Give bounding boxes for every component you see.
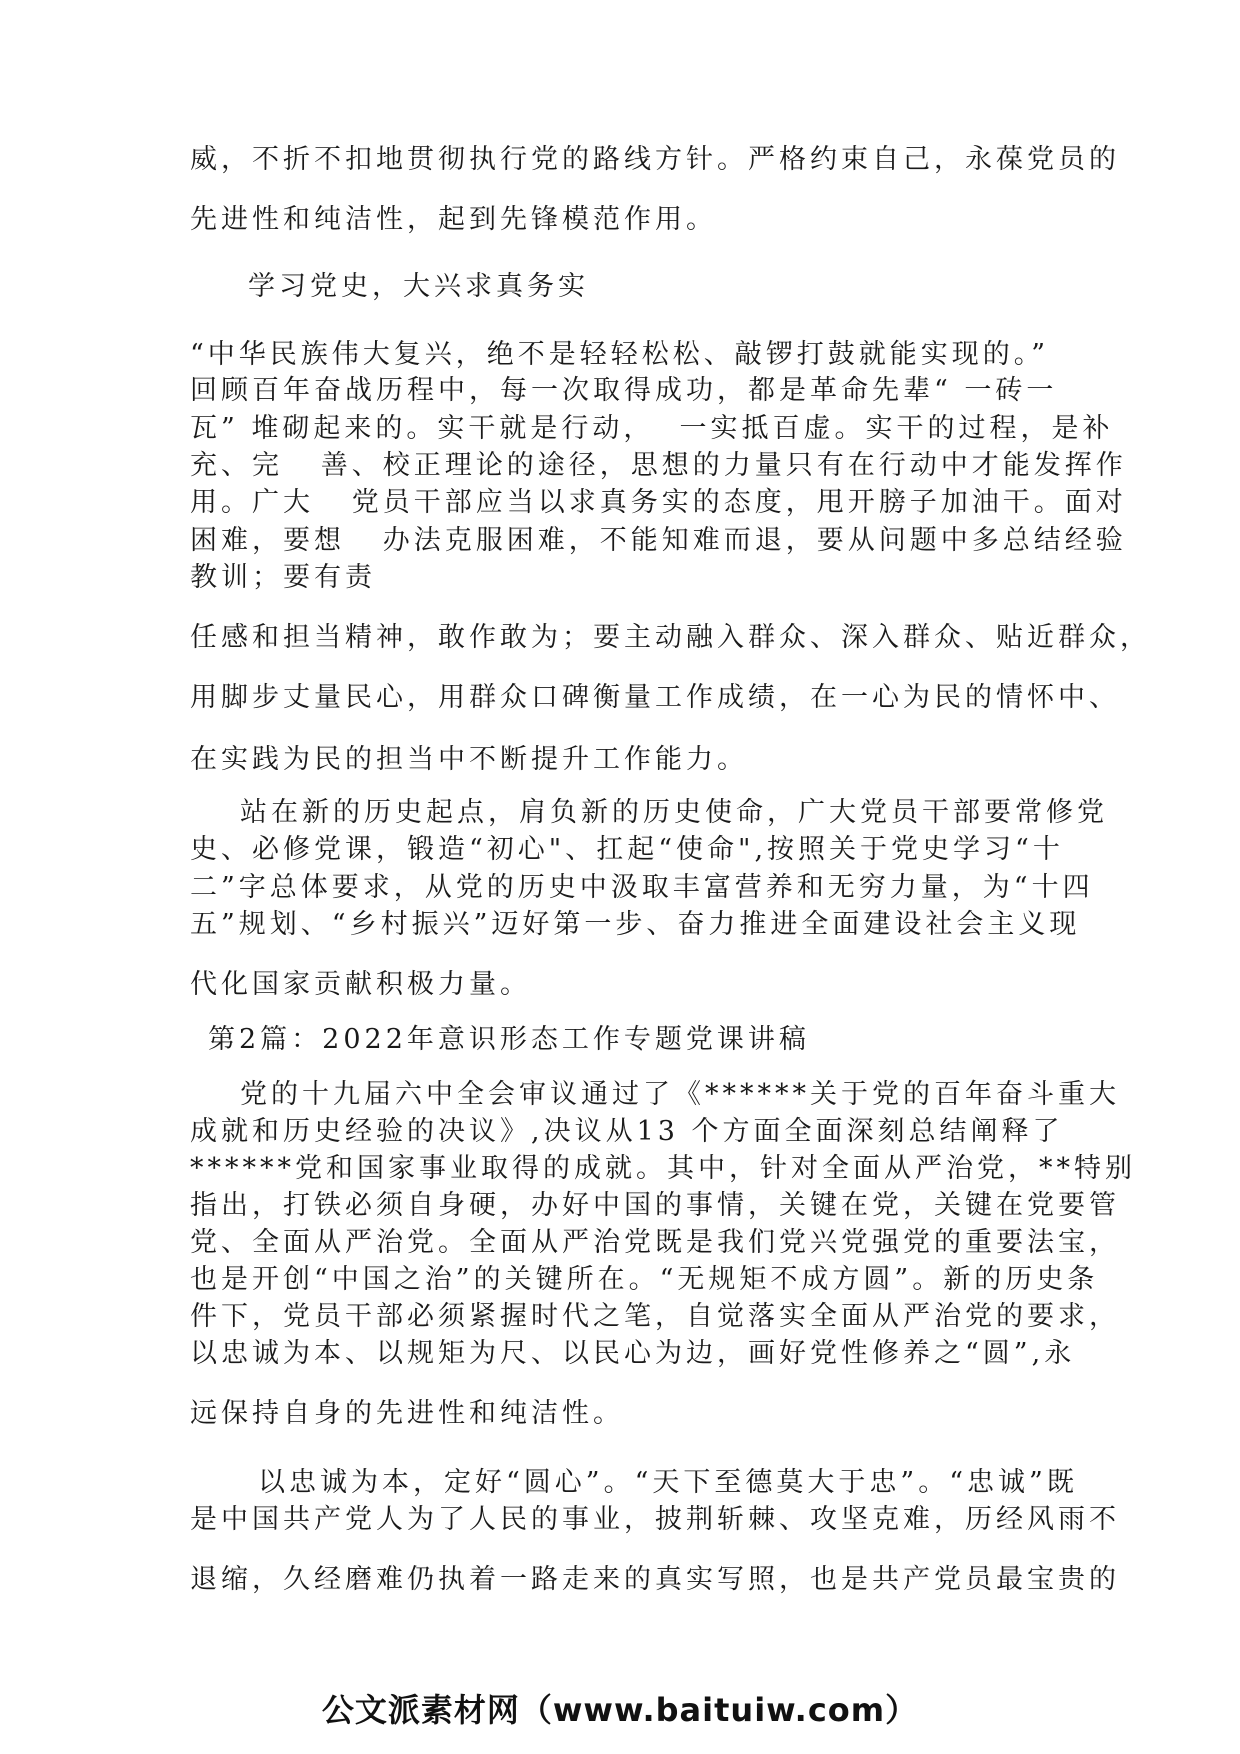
paragraph-line: 史、必修党课，锻造“初心"、扛起“使命",按照关于党史学习“十: [190, 834, 1064, 865]
paragraph-line: 任感和担当精神，敢作敢为；要主动融入群众、深入群众、贴近群众，: [190, 622, 1151, 653]
paragraph-line: ******党和国家事业取得的成就。其中，针对全面从严治党，**特别: [190, 1153, 1136, 1184]
paragraph-line: 成就和历史经验的决议》,决议从13 个方面全面深刻总结阐释了: [190, 1116, 1064, 1147]
paragraph-line: 代化国家贡献积极力量。: [190, 969, 531, 1000]
paragraph-line: 以忠诚为本、以规矩为尺、以民心为边，画好党性修养之“圆”,永: [190, 1338, 1076, 1369]
paragraph-line: 教训；要有责: [190, 562, 376, 593]
paragraph-line: 在实践为民的担当中不断提升工作能力。: [190, 744, 748, 775]
paragraph-line: 五”规划、“乡村振兴”迈好第一步、奋力推进全面建设社会主义现: [190, 909, 1081, 940]
paragraph-line: 回顾百年奋战历程中，每一次取得成功，都是革命先辈“ 一砖一: [190, 375, 1058, 406]
paragraph-line: 先进性和纯洁性，起到先锋模范作用。: [190, 204, 717, 235]
paragraph-line: 用。广大 党员干部应当以求真务实的态度，甩开膀子加油干。面对: [190, 487, 1127, 518]
paragraph-line: 是中国共产党人为了人民的事业，披荆斩棘、攻坚克难，历经风雨不: [190, 1504, 1120, 1535]
paragraph-line: 也是开创“中国之治”的关键所在。“无规矩不成方圆”。新的历史条: [190, 1264, 1099, 1295]
paragraph-line: “中华民族伟大复兴，绝不是轻轻松松、敲锣打鼓就能实现的。”: [190, 339, 1050, 370]
paragraph-line: 件下，党员干部必须紧握时代之笔，自觉落实全面从严治党的要求，: [190, 1301, 1120, 1332]
paragraph-line: 党的十九届六中全会审议通过了《******关于党的百年奋斗重大: [240, 1079, 1120, 1110]
paragraph-line: 二”字总体要求，从党的历史中汲取丰富营养和无穷力量，为“十四: [190, 872, 1094, 903]
paragraph-line: 远保持自身的先进性和纯洁性。: [190, 1398, 624, 1429]
paragraph-line: 困难，要想 办法克服困难，不能知难而退，要从问题中多总结经验: [190, 525, 1127, 556]
paragraph-line: 站在新的历史起点，肩负新的历史使命，广大党员干部要常修党: [240, 797, 1108, 828]
footer-watermark: 公文派素材网（www.baituiw.com）: [321, 1691, 919, 1729]
paragraph-line: 瓦” 堆砌起来的。实干就是行动， 一实抵百虚。实干的过程，是补: [190, 413, 1114, 444]
section-heading: 学习党史，大兴求真务实: [248, 271, 589, 302]
paragraph-line: 用脚步丈量民心，用群众口碑衡量工作成绩，在一心为民的情怀中、: [190, 682, 1120, 713]
paragraph-line: 党、全面从严治党。全面从严治党既是我们党兴党强党的重要法宝，: [190, 1227, 1120, 1258]
paragraph-line: 以忠诚为本，定好“圆心”。“天下至德莫大于忠”。“忠诚”既: [258, 1467, 1078, 1498]
paragraph-line: 退缩，久经磨难仍执着一路走来的真实写照，也是共产党员最宝贵的: [190, 1564, 1120, 1595]
paragraph-line: 充、完 善、校正理论的途径，思想的力量只有在行动中才能发挥作: [190, 450, 1127, 481]
paragraph-line: 威，不折不扣地贯彻执行党的路线方针。严格约束自己，永葆党员的: [190, 144, 1120, 175]
article-title: 第2篇：2022年意识形态工作专题党课讲稿: [208, 1024, 810, 1055]
paragraph-line: 指出，打铁必须自身硬，办好中国的事情，关键在党，关键在党要管: [190, 1190, 1120, 1221]
